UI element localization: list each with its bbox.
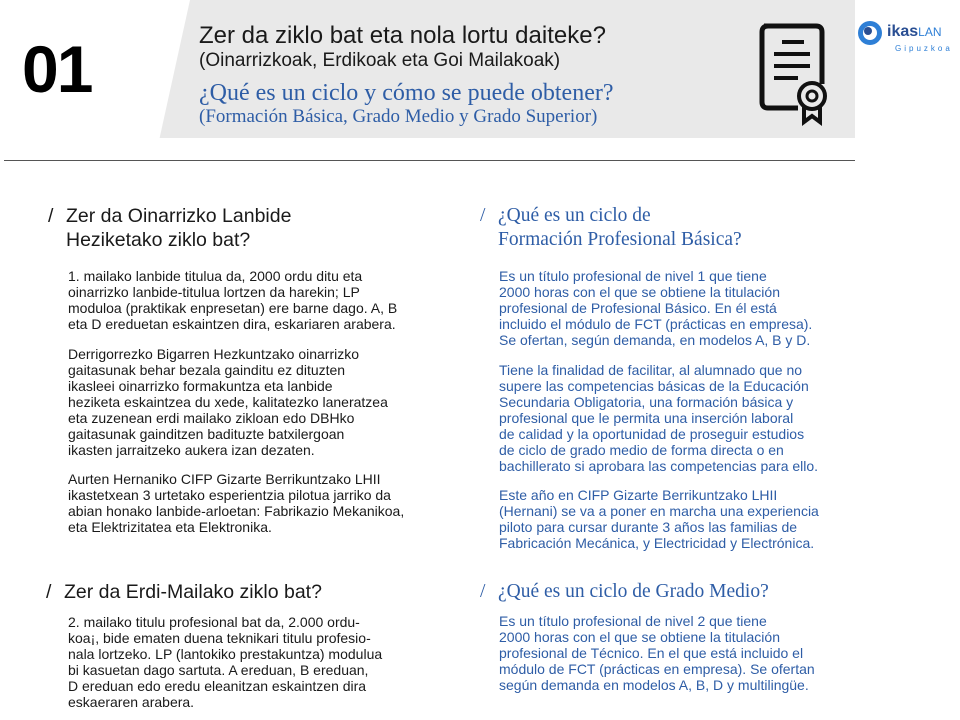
heading-basic-vocational-eu: / Zer da Oinarrizko Lanbide Heziketako ziklo bat?: [48, 205, 292, 251]
ikaslan-logo-region: Gipuzkoa: [895, 44, 953, 53]
heading-intermediate-es: / ¿Qué es un ciclo de Grado Medio?: [480, 581, 769, 602]
paragraph-eu-1: 1. mailako lanbide titulua da, 2000 ordu ditu eta oinarrizko lanbide-titulua lortzen da harekin; LP moduloa (praktikak enpresetan) ere barne dago. A, B eta D ereduetan eskaintzen dira, eskariaren arabera.: [68, 268, 398, 332]
paragraph-eu-3: Aurten Hernaniko CIFP Gizarte Berrikuntzako LHII ikastetxean 3 urtetako esperientzia pilotua jarriko da abian honako lanbide-arloetan: Fabrikazio Mekanikoa, eta Elektrizitatea eta Elektronika.: [68, 471, 405, 535]
section-number: 01: [22, 32, 92, 106]
title-basque: Zer da ziklo bat eta nola lortu daiteke?: [199, 22, 606, 49]
paragraph-es-1: Es un título profesional de nivel 1 que tiene 2000 horas con el que se obtiene la titulación profesional de Profesional Básico. En él está incluido el módulo de FCT (prácticas en empresa). Se ofertan, según demanda, en modelos A, B y D.: [499, 268, 813, 348]
subtitle-basque: (Oinarrizkoak, Erdikoak eta Goi Mailakoak): [199, 50, 561, 71]
header-divider: [4, 160, 855, 161]
paragraph-eu-2: Derrigorrezko Bigarren Hezkuntzako oinarrizko gaitasunak behar bezala gainditu ez dituzten ikasleei oinarrizko formakuntza eta lanbide heziketa eskaintzea du xede, kalitatezko laneratzea eta zuzenean erdi mailako zikloan edo DBHko gaitasunak gainditzen badituzte batxilergoan ikasten jarraitzeko aukera izan dezaten.: [68, 346, 388, 458]
ikaslan-logo: [857, 18, 953, 58]
ikaslan-logo-icon: [857, 20, 883, 46]
paragraph-es-3: Este año en CIFP Gizarte Berrikuntzako LHII (Hernani) se va a poner en marcha una experiencia piloto para cursar durante 3 años las familias de Fabricación Mecánica, y Electricidad y Electrónica.: [499, 487, 819, 551]
paragraph-es-4: Es un título profesional de nivel 2 que tiene 2000 horas con el que se obtiene la titulación profesional de Técnico. En el que está incluido el módulo de FCT (prácticas en empresa). Se ofertan según demanda en modelos A, B, D y multilingüe.: [499, 613, 815, 693]
heading-basic-vocational-es: / ¿Qué es un ciclo de Formación Profesional Básica?: [480, 205, 742, 250]
ikaslan-logo-text: ikasLAN: [887, 23, 942, 40]
title-spanish: ¿Qué es un ciclo y cómo se puede obtener?: [199, 80, 614, 106]
subtitle-spanish: (Formación Básica, Grado Medio y Grado Superior): [199, 106, 598, 127]
heading-intermediate-eu: / Zer da Erdi-Mailako ziklo bat?: [46, 581, 322, 603]
certificate-icon: [758, 22, 830, 126]
paragraph-es-2: Tiene la finalidad de facilitar, al alumnado que no supere las competencias básicas de la Educación Secundaria Obligatoria, una formación básica y profesional que le permita una inserción laboral de calidad y la oportunidad de proseguir estudios de ciclo de grado medio de forma directa o en bachillerato si aprobara las competencias para ello.: [499, 362, 819, 474]
paragraph-eu-4: 2. mailako titulu profesional bat da, 2.000 ordu- koa¡, bide ematen duena teknikari titulu profesio- nala lortzeko. LP (lantokiko prestakuntza) modulua bi kasuetan dago sartuta. A ereduan, B ereduan, D ereduan edo eredu eleanitzan eskaintzen dira eskaeraren arabera.: [68, 614, 383, 710]
